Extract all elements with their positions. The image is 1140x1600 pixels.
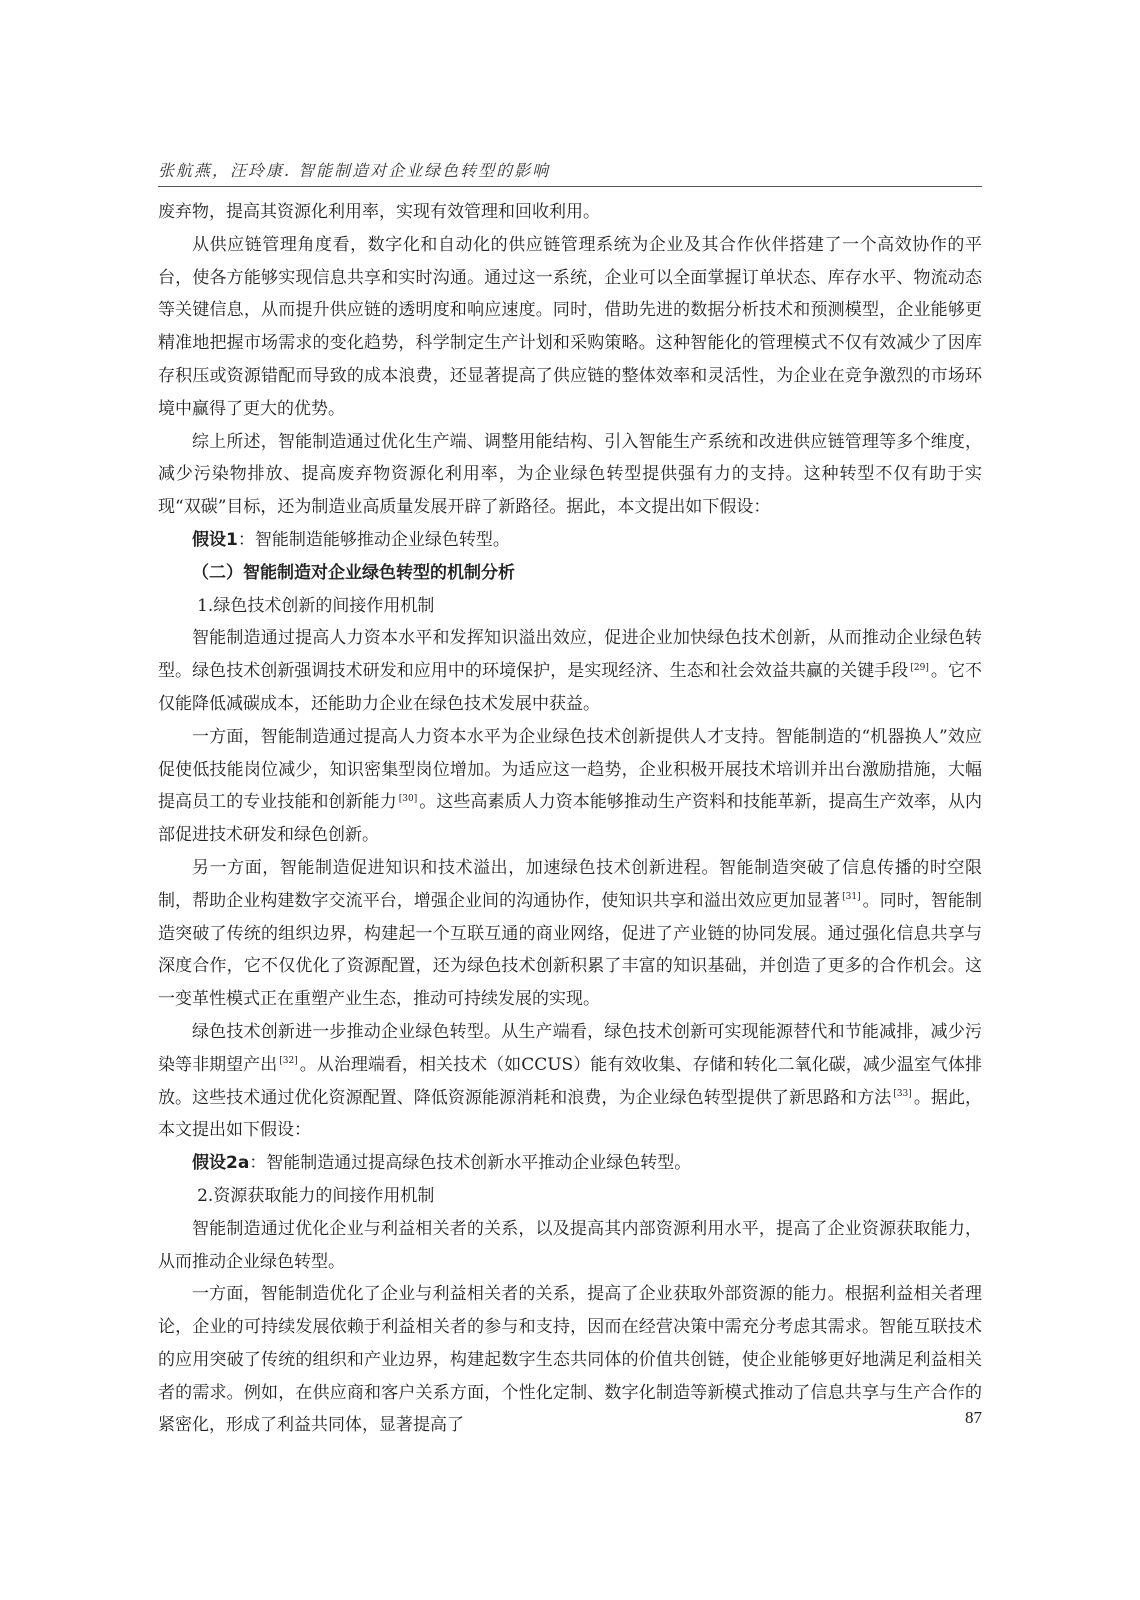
paragraph-green-tech-intro: 智能制造通过提高人力资本水平和发挥知识溢出效应，促进企业加快绿色技术创新，从而推动企业绿色转型。绿色技术创新强调技术研发和应用中的环境保护，是实现经济、生态和社会效益共赢的关键手段 [29] 。它不仅能降低减碳成本，还能助力企业在绿色技术发展中获益。 bbox=[158, 628, 983, 714]
citation-33: [33] bbox=[893, 1088, 912, 1099]
paragraph-green-transition: 绿色技术创新进一步推动企业绿色转型。从生产端看，绿色技术创新可实现能源替代和节能减排，减少污染等非期望产出 [32] 。从治理端看，相关技术（如CCUS）能有效收集、存储和转化二氧化碳，减少温室气体排放。这些技术通过优化资源配置、降低资源能源消耗和浪费，为企业绿色转型提供了新思路和方法 [33] 。据此，本文提出如下假设： bbox=[158, 1021, 983, 1141]
subsection-heading-resource: 2.资源获取能力的间接作用机制 bbox=[197, 1185, 435, 1206]
hypothesis-2a-text: ：智能制造通过提高绿色技术创新水平推动企业绿色转型。 bbox=[249, 1153, 692, 1174]
hypothesis-1-label: 假设1 bbox=[192, 529, 238, 550]
article-body bbox=[158, 196, 982, 1442]
hypothesis-2a bbox=[158, 1147, 982, 1180]
section-heading-mechanism: （二）智能制造对企业绿色转型的机制分析 bbox=[192, 562, 515, 583]
paragraph-knowledge-spillover: 另一方面，智能制造促进知识和技术溢出，加速绿色技术创新进程。智能制造突破了信息传播的时空限制，帮助企业构建数字交流平台，增强企业间的沟通协作，使知识共享和溢出效应更加显著 [31] 。同时，智能制造突破了传统的组织边界，构建起一个互联互通的商业网络，促进了产业链的协同发展。通过强化信息共享与深度合作，它不仅优化了资源配置，还为绿色技术创新积累了丰富的知识基础，并创造了更多的合作机会。这一变革性模式正在重塑产业生态，推动可持续发展的实现。 bbox=[158, 857, 982, 1010]
paragraph-supply-chain: 从供应链管理角度看，数字化和自动化的供应链管理系统为企业及其合作伙伴搭建了一个高效协作的平台，使各方能够实现信息共享和实时沟通。通过这一系统，企业可以全面掌握订单状态、库存水平、物流动态等关键信息，从而提升供应链的透明度和响应速度。同时，借助先进的数据分析技术和预测模型，企业能够更精准地把握市场需求的变化趋势，科学制定生产计划和采购策略。这种智能化的管理模式不仅有效减少了因库存积压或资源错配而导致的成本浪费，还显著提高了供应链的整体效率和灵活性，为企业在竞争激烈的市场环境中赢得了更大的优势。 bbox=[158, 234, 982, 419]
hypothesis-1-text: ：智能制造能够推动企业绿色转型。 bbox=[237, 529, 510, 550]
citation-29: [29] bbox=[910, 662, 929, 673]
subsection-heading-green-tech: 1.绿色技术创新的间接作用机制 bbox=[197, 595, 435, 616]
running-head: 张航燕，汪玲康. 智能制造对企业绿色转型的影响 bbox=[158, 161, 551, 180]
header-rule bbox=[158, 186, 982, 187]
paragraph-summary: 综上所述，智能制造通过优化生产端、调整用能结构、引入智能生产系统和改进供应链管理等多个维度，减少污染物排放、提高废弃物资源化利用率，为企业绿色转型提供强有力的支持。这种转型不仅有助于实现“双碳”目标，还为制造业高质量发展开辟了新路径。据此，本文提出如下假设： bbox=[158, 431, 982, 518]
citation-31: [31] bbox=[842, 892, 861, 903]
paragraph-stakeholders: 一方面，智能制造优化了企业与利益相关者的关系，提高了企业获取外部资源的能力。根据利益相关者理论，企业的可持续发展依赖于利益相关者的参与和支持，因而在经营决策中需充分考虑其需求。智能互联技术的应用突破了传统的组织和产业边界，构建起数字生态共同体的价值共创链，使企业能够更好地满足利益相关者的需求。例如，在供应商和客户关系方面，个性化定制、数字化制造等新模式推动了信息共享与生产合作的紧密化，形成了利益共同体，显著提高了 bbox=[158, 1284, 982, 1436]
paragraph-resource-intro: 智能制造通过优化企业与利益相关者的关系，以及提高其内部资源利用水平，提高了企业资源获取能力，从而推动企业绿色转型。 bbox=[158, 1218, 982, 1272]
page-number: 87 bbox=[965, 1408, 982, 1427]
citation-32: [32] bbox=[279, 1056, 298, 1067]
citation-30: [30] bbox=[398, 793, 418, 804]
paragraph-human-capital: 一方面，智能制造通过提高人力资本水平为企业绿色技术创新提供人才支持。智能制造的“机器换人”效应促使低技能岗位减少，知识密集型岗位增加。为适应这一趋势，企业积极开展技术培训并出台激励措施，大幅提高员工的专业技能和创新能力 [30] 。这些高素质人力资本能够推动生产资料和技能革新，提高生产效率，从内部促进技术研发和绿色创新。 bbox=[158, 726, 982, 846]
hypothesis-1 bbox=[158, 524, 982, 557]
hypothesis-2a-label: 假设2a bbox=[192, 1153, 250, 1174]
paragraph-continued: 废弃物，提高其资源化利用率，实现有效管理和回收利用。 bbox=[158, 202, 600, 222]
